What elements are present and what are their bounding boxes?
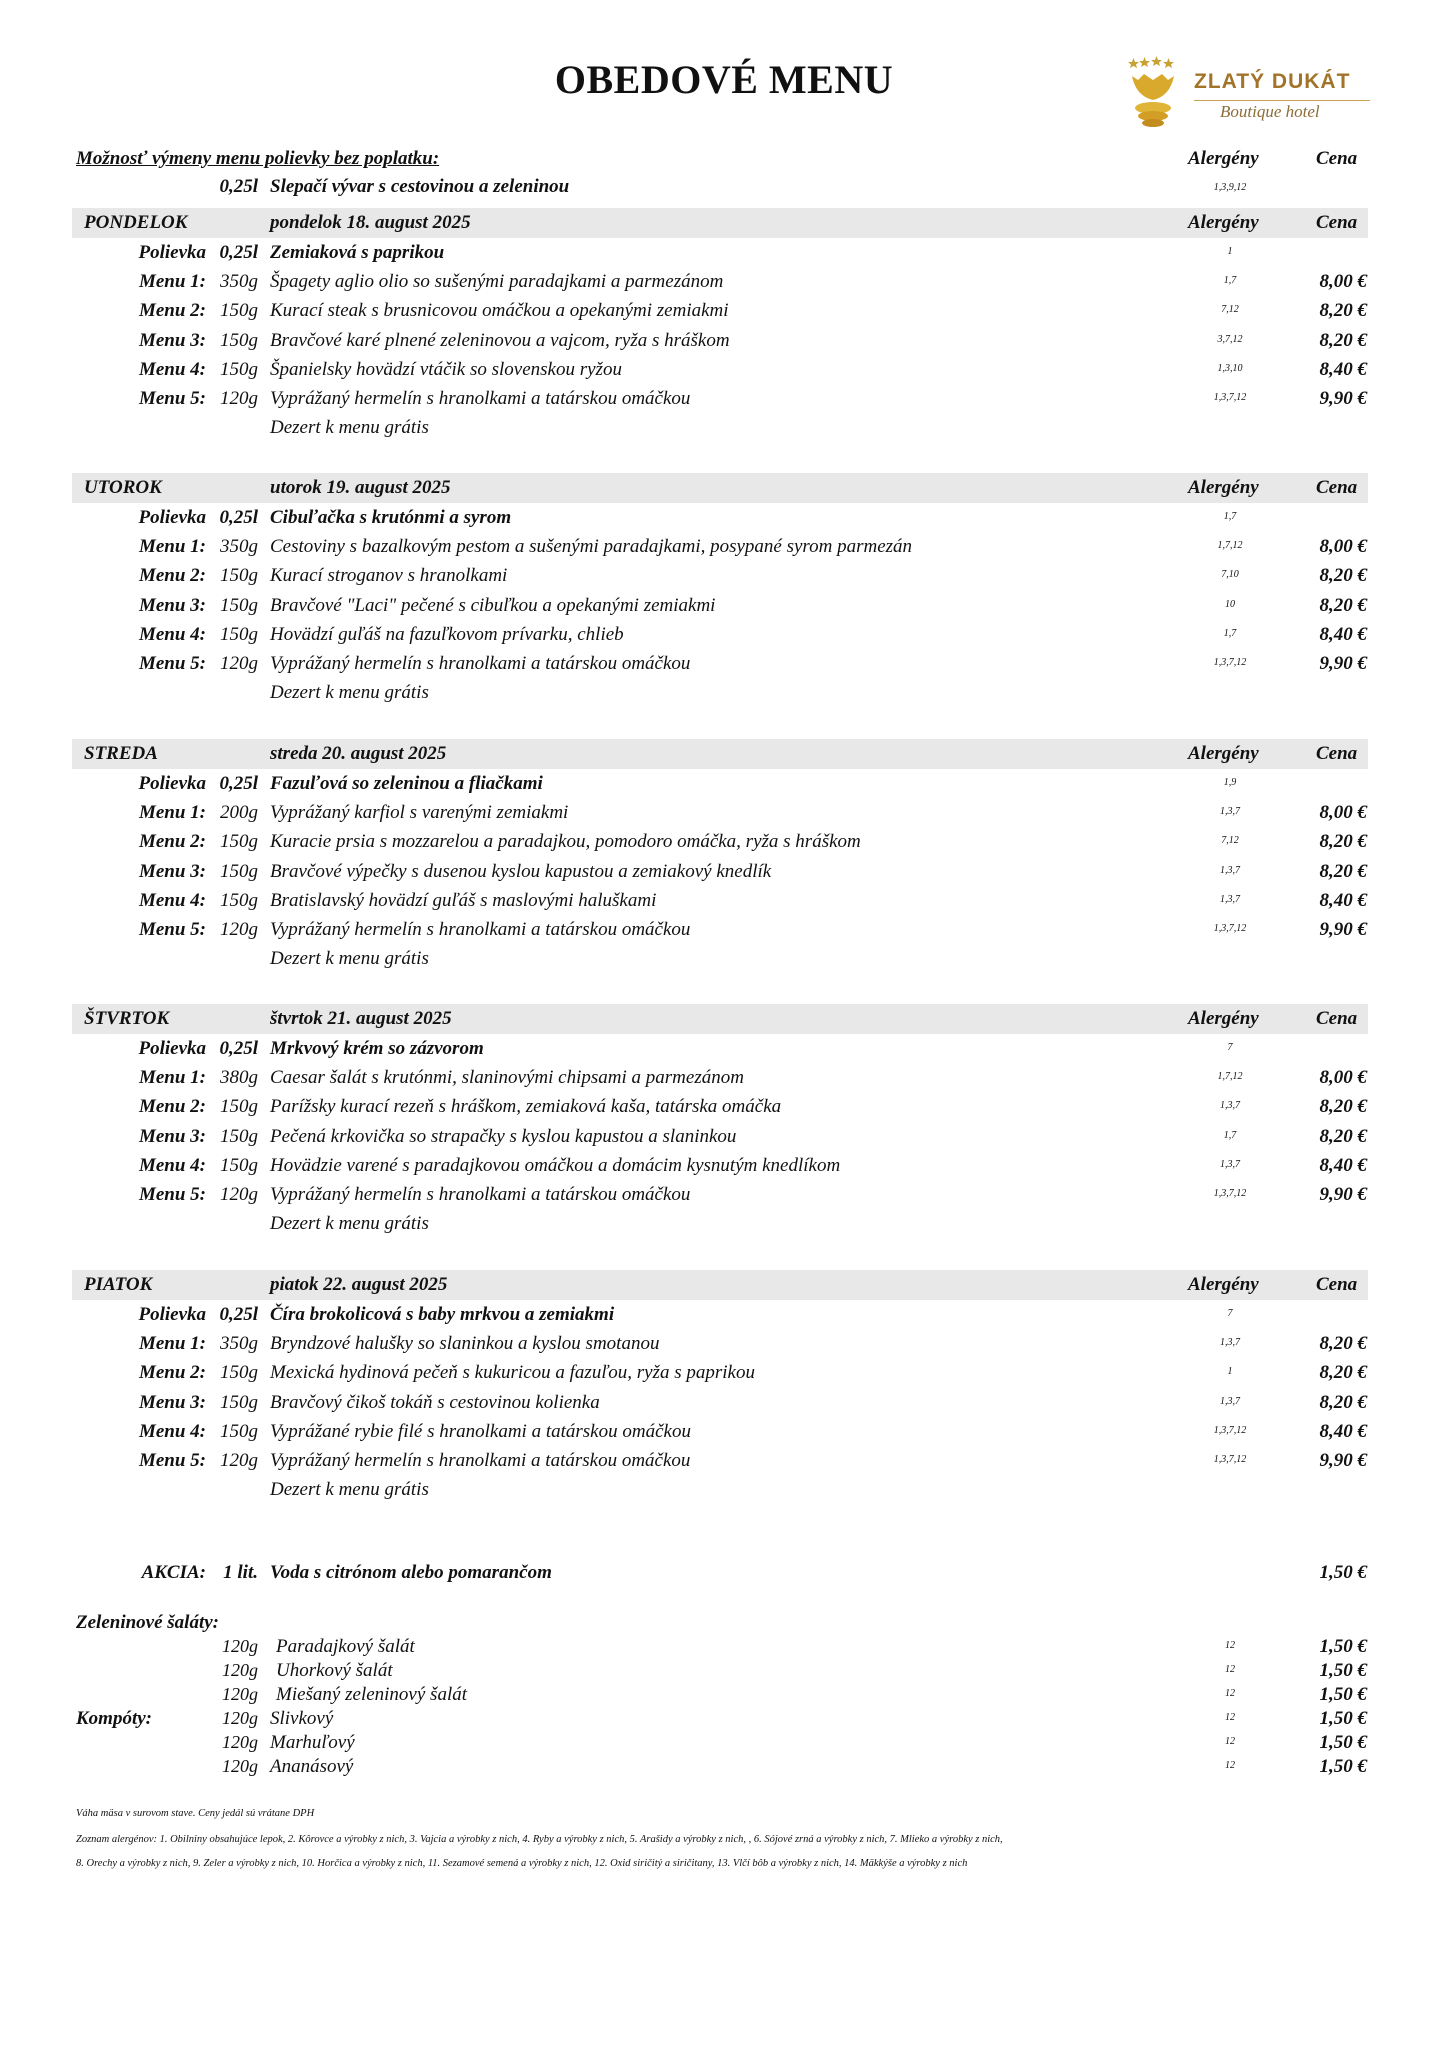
menu-price: 9,90 € — [1319, 1184, 1367, 1205]
side-allergens: 12 — [1225, 1712, 1235, 1723]
salad-row — [0, 1636, 1448, 1660]
menu-label: Menu 1: — [138, 271, 206, 293]
menu-qty: 150g — [220, 623, 258, 645]
akcia-name: Voda s citrónom alebo pomarančom — [270, 1562, 552, 1583]
soup-swap-allergens-header: Alergény — [1188, 148, 1259, 169]
menu-allergens: 10 — [1225, 598, 1235, 610]
menu-qty: 120g — [220, 388, 258, 409]
menu-row — [0, 507, 1448, 536]
menu-name: Cestoviny s bazalkovým pestom a sušenými paradajkami, posypané syrom parmezán — [270, 536, 913, 558]
soup-swap-allergens: 1,3,9,12 — [1213, 182, 1247, 193]
menu-qty: 120g — [220, 1450, 258, 1471]
menu-name: Zemiaková s paprikou — [270, 242, 445, 263]
day-name: STREDA — [84, 743, 158, 764]
menu-name: Caesar šalát s krutónmi, slaninovými chipsami a parmezánom — [270, 1067, 744, 1089]
menu-name: Cibuľačka s krutónmi a syrom — [270, 507, 512, 528]
menu-allergens: 1,3,7 — [1220, 1100, 1240, 1112]
menu-row — [0, 1421, 1448, 1450]
compote-row — [0, 1732, 1448, 1756]
menu-qty: 120g — [220, 653, 258, 674]
allergens-header: Alergény — [1188, 477, 1259, 498]
menu-label: Menu 5: — [138, 653, 206, 674]
side-price: 1,50 € — [1319, 1684, 1367, 1705]
menu-allergens: 1,7,12 — [1217, 540, 1243, 552]
menu-allergens: 1,7,12 — [1217, 1071, 1243, 1083]
menu-label: Menu 3: — [138, 594, 206, 616]
day-header — [72, 1004, 1368, 1034]
menu-row — [0, 1067, 1448, 1096]
side-price: 1,50 € — [1319, 1732, 1367, 1753]
menu-price: 8,20 € — [1319, 1125, 1367, 1147]
menu-price: 9,90 € — [1319, 919, 1367, 940]
menu-label: Menu 2: — [138, 1362, 206, 1384]
menu-name: Bravčové karé plnené zeleninovou a vajcom, ryža s hráškom — [270, 329, 730, 351]
menu-qty: 0,25l — [219, 242, 258, 263]
menu-qty: 150g — [220, 329, 258, 351]
menu-row — [0, 1362, 1448, 1391]
menu-label: Menu 2: — [138, 831, 206, 853]
footer-allergens-line2: 8. Orechy a výrobky z nich, 9. Zeler a výrobky z nich, 10. Horčica a výrobky z nich, 11. Sezamové semená a výrobky z nich, 12. Oxid siričitý a siričitany, 13. Vlčí bôb a výrobky z nich, 14. Mäkkýše a výrobky z nich — [76, 1858, 968, 1869]
menu-price: 8,20 € — [1319, 860, 1367, 882]
side-name: Slivkový — [270, 1708, 334, 1729]
menu-price: 9,90 € — [1319, 1450, 1367, 1471]
menu-name: Mexická hydinová pečeň s kukuricou a fazuľou, ryža s paprikou — [270, 1362, 755, 1384]
day-date: piatok 22. august 2025 — [270, 1274, 448, 1295]
menu-price: 8,40 € — [1319, 1154, 1367, 1176]
menu-qty: 0,25l — [219, 773, 258, 794]
menu-row — [0, 1333, 1448, 1362]
menu-row — [0, 1038, 1448, 1067]
dessert-note: Dezert k menu grátis — [270, 682, 429, 704]
menu-price: 8,20 € — [1319, 1362, 1367, 1384]
day-date: utorok 19. august 2025 — [270, 477, 451, 498]
menu-allergens: 1,3,7 — [1220, 806, 1240, 818]
menu-label: Menu 2: — [138, 1096, 206, 1118]
price-header: Cena — [1316, 743, 1358, 764]
menu-price: 8,20 € — [1319, 1391, 1367, 1413]
menu-price: 8,20 € — [1319, 300, 1367, 322]
menu-qty: 350g — [220, 1333, 258, 1355]
menu-allergens: 3,7,12 — [1217, 333, 1243, 345]
side-qty: 120g — [222, 1636, 258, 1656]
menu-price: 8,20 € — [1319, 1333, 1367, 1355]
menu-allergens: 7,12 — [1221, 304, 1239, 316]
menu-qty: 150g — [220, 565, 258, 587]
menu-qty: 150g — [220, 358, 258, 380]
menu-row — [0, 653, 1448, 682]
footer-allergens-line1: Zoznam alergénov: 1. Obilniny obsahujúce lepok, 2. Kôrovce a výrobky z nich, 3. Vajcia a výrobky z nich, 4. Ryby a výrobky z nich, 5. Arašidy a výrobky z nich, , 6. Sójové zrná a výrobky z nich, 7. Mlieko a výrobky z nich, — [76, 1834, 1003, 1845]
menu-row — [0, 1096, 1448, 1125]
salad-row — [0, 1684, 1448, 1708]
day-name: PIATOK — [84, 1274, 153, 1295]
day-header — [72, 739, 1368, 769]
logo-name: ZLATÝ DUKÁT — [1194, 70, 1351, 93]
menu-qty: 350g — [220, 536, 258, 558]
menu-row — [0, 624, 1448, 653]
menu-qty: 150g — [220, 860, 258, 882]
menu-row — [0, 536, 1448, 565]
menu-qty: 120g — [220, 1184, 258, 1205]
menu-row — [0, 359, 1448, 388]
menu-label: Menu 3: — [138, 860, 206, 882]
menu-allergens: 1,7 — [1223, 627, 1237, 639]
allergens-header: Alergény — [1188, 1274, 1259, 1295]
menu-qty: 150g — [220, 889, 258, 911]
side-price: 1,50 € — [1319, 1756, 1367, 1777]
logo-subtitle: Boutique hotel — [1220, 102, 1320, 121]
dessert-note: Dezert k menu grátis — [270, 417, 429, 439]
salads-title: Zeleninové šaláty: — [76, 1612, 219, 1633]
menu-label: Menu 4: — [138, 1420, 206, 1442]
menu-qty: 150g — [220, 1125, 258, 1147]
side-qty: 120g — [222, 1708, 258, 1728]
menu-name: Pečená krkovička so strapačky s kyslou kapustou a slaninkou — [270, 1125, 737, 1147]
menu-price: 8,20 € — [1319, 329, 1367, 351]
menu-allergens: 1,3,7 — [1220, 1158, 1240, 1170]
menu-name: Parížsky kurací rezeň s hráškom, zemiaková kaša, tatárska omáčka — [270, 1096, 782, 1118]
menu-label: Polievka — [138, 1038, 206, 1059]
allergens-header: Alergény — [1188, 743, 1259, 764]
side-name: Uhorkový šalát — [276, 1660, 393, 1681]
compote-row — [0, 1756, 1448, 1780]
menu-row — [0, 890, 1448, 919]
menu-row — [0, 861, 1448, 890]
menu-price: 8,20 € — [1319, 831, 1367, 853]
menu-row — [0, 773, 1448, 802]
menu-allergens: 1,3,7,12 — [1213, 1454, 1247, 1465]
menu-allergens: 1 — [1227, 1366, 1233, 1378]
day-date: pondelok 18. august 2025 — [270, 212, 471, 233]
dessert-note: Dezert k menu grátis — [270, 948, 429, 970]
menu-label: Menu 1: — [138, 536, 206, 558]
menu-allergens: 1,3,7 — [1220, 893, 1240, 905]
menu-price: 8,40 € — [1319, 623, 1367, 645]
menu-qty: 120g — [220, 919, 258, 940]
menu-name: Vyprážané rybie filé s hranolkami a tatárskou omáčkou — [270, 1420, 691, 1442]
menu-allergens: 1,7 — [1223, 275, 1237, 287]
menu-label: Polievka — [138, 242, 206, 263]
menu-label: Polievka — [138, 1304, 206, 1325]
menu-name: Číra brokolicová s baby mrkvou a zemiakmi — [270, 1304, 615, 1325]
crown-coin-icon — [1128, 56, 1178, 128]
menu-qty: 200g — [220, 802, 258, 824]
menu-allergens: 7,12 — [1221, 835, 1239, 847]
menu-row — [0, 271, 1448, 300]
menu-price: 9,90 € — [1319, 388, 1367, 409]
menu-allergens: 1,7 — [1223, 511, 1237, 522]
akcia-label: AKCIA: — [141, 1562, 206, 1583]
logo-divider — [1194, 100, 1370, 101]
day-name: UTOROK — [84, 477, 162, 498]
menu-qty: 150g — [220, 300, 258, 322]
compote-row — [0, 1708, 1448, 1732]
menu-name: Vyprážaný karfiol s varenými zemiakmi — [270, 802, 569, 824]
menu-price: 8,00 € — [1319, 536, 1367, 558]
salad-row — [0, 1660, 1448, 1684]
price-header: Cena — [1316, 212, 1358, 233]
menu-label: Menu 4: — [138, 358, 206, 380]
menu-allergens: 7 — [1227, 1042, 1233, 1053]
menu-row — [0, 1450, 1448, 1479]
footer-note: Váha mäsa v surovom stave. Ceny jedál sú vrátane DPH — [76, 1808, 315, 1819]
menu-qty: 0,25l — [219, 507, 258, 528]
side-allergens: 12 — [1225, 1664, 1235, 1675]
side-allergens: 12 — [1225, 1736, 1235, 1747]
menu-label: Menu 1: — [138, 802, 206, 824]
menu-name: Kurací steak s brusnicovou omáčkou a opekanými zemiakmi — [270, 300, 729, 322]
day-header — [72, 208, 1368, 238]
hotel-logo — [1128, 56, 1378, 130]
soup-swap-label: Možnosť výmeny menu polievky bez poplatku: — [76, 148, 440, 169]
menu-qty: 150g — [220, 1362, 258, 1384]
menu-price: 8,00 € — [1319, 802, 1367, 824]
price-header: Cena — [1316, 1008, 1358, 1029]
menu-allergens: 1,7 — [1223, 1129, 1237, 1141]
menu-label: Menu 1: — [138, 1067, 206, 1089]
side-name: Ananásový — [270, 1756, 354, 1777]
menu-qty: 150g — [220, 594, 258, 616]
menu-name: Španielsky hovädzí vtáčik so slovenskou ryžou — [270, 358, 622, 380]
menu-name: Vyprážaný hermelín s hranolkami a tatárskou omáčkou — [270, 388, 691, 409]
menu-qty: 150g — [220, 831, 258, 853]
menu-name: Bratislavský hovädzí guľáš s maslovými haluškami — [270, 889, 657, 911]
soup-swap-price-header: Cena — [1316, 148, 1358, 169]
menu-row — [0, 242, 1448, 271]
menu-name: Hovädzie varené s paradajkovou omáčkou a domácim kysnutým knedlíkom — [270, 1154, 841, 1176]
side-name: Miešaný zeleninový šalát — [276, 1684, 468, 1705]
side-allergens: 12 — [1225, 1640, 1235, 1651]
menu-row — [0, 330, 1448, 359]
side-qty: 120g — [222, 1660, 258, 1680]
menu-name: Kuracie prsia s mozzarelou a paradajkou, pomodoro omáčka, ryža s hráškom — [270, 831, 861, 853]
menu-allergens: 1,3,7 — [1220, 1395, 1240, 1407]
menu-label: Menu 5: — [138, 1450, 206, 1471]
menu-allergens: 1,3,7 — [1220, 1337, 1240, 1349]
akcia-price: 1,50 € — [1319, 1562, 1367, 1583]
compotes-title: Kompóty: — [76, 1708, 152, 1729]
menu-label: Menu 3: — [138, 1125, 206, 1147]
menu-name: Vyprážaný hermelín s hranolkami a tatárskou omáčkou — [270, 1184, 691, 1205]
menu-qty: 0,25l — [219, 1038, 258, 1059]
side-price: 1,50 € — [1319, 1636, 1367, 1657]
menu-name: Fazuľová so zeleninou a fliačkami — [270, 773, 543, 794]
day-date: štvrtok 21. august 2025 — [270, 1008, 452, 1029]
menu-row — [0, 1184, 1448, 1213]
side-qty: 120g — [222, 1684, 258, 1704]
menu-label: Menu 4: — [138, 1154, 206, 1176]
menu-name: Vyprážaný hermelín s hranolkami a tatárskou omáčkou — [270, 919, 691, 940]
menu-name: Vyprážaný hermelín s hranolkami a tatárskou omáčkou — [270, 653, 691, 674]
menu-price: 8,20 € — [1319, 594, 1367, 616]
menu-allergens: 1,3,7,12 — [1213, 923, 1247, 934]
allergens-header: Alergény — [1188, 1008, 1259, 1029]
side-qty: 120g — [222, 1756, 258, 1776]
menu-name: Mrkvový krém so zázvorom — [270, 1038, 484, 1059]
menu-qty: 150g — [220, 1154, 258, 1176]
menu-price: 8,20 € — [1319, 565, 1367, 587]
menu-qty: 380g — [220, 1067, 258, 1089]
menu-label: Menu 5: — [138, 1184, 206, 1205]
allergens-header: Alergény — [1188, 212, 1259, 233]
side-price: 1,50 € — [1319, 1708, 1367, 1729]
menu-row — [0, 802, 1448, 831]
menu-label: Menu 3: — [138, 1391, 206, 1413]
menu-row — [0, 919, 1448, 948]
page-title: OBEDOVÉ MENU — [554, 57, 894, 102]
menu-label: Menu 5: — [138, 919, 206, 940]
menu-allergens: 1,3,7 — [1220, 864, 1240, 876]
day-name: ŠTVRTOK — [84, 1008, 170, 1029]
menu-row — [0, 565, 1448, 594]
side-allergens: 12 — [1225, 1688, 1235, 1699]
menu-allergens: 7,10 — [1221, 569, 1239, 581]
day-name: PONDELOK — [84, 212, 188, 233]
menu-name: Bryndzové halušky so slaninkou a kyslou smotanou — [270, 1333, 660, 1355]
menu-price: 8,00 € — [1319, 1067, 1367, 1089]
menu-label: Menu 4: — [138, 889, 206, 911]
menu-name: Vyprážaný hermelín s hranolkami a tatárskou omáčkou — [270, 1450, 691, 1471]
menu-allergens: 1,3,7,12 — [1213, 657, 1247, 668]
menu-allergens: 1 — [1227, 246, 1233, 257]
menu-name: Špagety aglio olio so sušenými paradajkami a parmezánom — [270, 271, 724, 293]
akcia-qty: 1 lit. — [223, 1562, 258, 1583]
menu-allergens: 7 — [1227, 1308, 1233, 1319]
menu-row — [0, 388, 1448, 417]
menu-allergens: 1,3,7,12 — [1213, 392, 1247, 403]
menu-price: 8,00 € — [1319, 271, 1367, 293]
menu-row — [0, 1392, 1448, 1421]
menu-price: 8,40 € — [1319, 358, 1367, 380]
soup-swap-name: Slepačí vývar s cestovinou a zeleninou — [270, 176, 570, 197]
menu-label: Menu 1: — [138, 1333, 206, 1355]
day-header — [72, 473, 1368, 503]
menu-allergens: 1,3,7,12 — [1213, 1188, 1247, 1199]
price-header: Cena — [1316, 1274, 1358, 1295]
menu-row — [0, 595, 1448, 624]
menu-allergens: 1,3,10 — [1217, 362, 1243, 374]
menu-name: Hovädzí guľáš na fazuľkovom prívarku, chlieb — [270, 623, 624, 645]
menu-label: Menu 5: — [138, 388, 206, 409]
side-price: 1,50 € — [1319, 1660, 1367, 1681]
menu-name: Bravčový čikoš tokáň s cestovinou kolienka — [270, 1391, 600, 1413]
menu-row — [0, 300, 1448, 329]
menu-name: Kurací stroganov s hranolkami — [270, 565, 508, 587]
menu-qty: 150g — [220, 1420, 258, 1442]
menu-price: 8,40 € — [1319, 889, 1367, 911]
menu-row — [0, 831, 1448, 860]
menu-label: Polievka — [138, 507, 206, 528]
menu-qty: 350g — [220, 271, 258, 293]
menu-allergens: 1,3,7,12 — [1213, 1424, 1247, 1436]
menu-price: 8,20 € — [1319, 1096, 1367, 1118]
menu-row — [0, 1126, 1448, 1155]
menu-row — [0, 1304, 1448, 1333]
menu-label: Menu 3: — [138, 329, 206, 351]
menu-label: Menu 2: — [138, 300, 206, 322]
menu-name: Bravčové výpečky s dusenou kyslou kapustou a zemiakový knedlík — [270, 860, 772, 882]
side-qty: 120g — [222, 1732, 258, 1752]
menu-row — [0, 1155, 1448, 1184]
menu-qty: 150g — [220, 1096, 258, 1118]
day-date: streda 20. august 2025 — [270, 743, 447, 764]
soup-swap-qty: 0,25l — [219, 176, 258, 197]
side-allergens: 12 — [1225, 1760, 1235, 1771]
menu-price: 9,90 € — [1319, 653, 1367, 674]
menu-qty: 150g — [220, 1391, 258, 1413]
day-header — [72, 1270, 1368, 1300]
menu-name: Bravčové "Laci" pečené s cibuľkou a opekanými zemiakmi — [270, 594, 716, 616]
menu-allergens: 1,9 — [1223, 777, 1237, 788]
menu-price: 8,40 € — [1319, 1420, 1367, 1442]
menu-label: Polievka — [138, 773, 206, 794]
menu-label: Menu 2: — [138, 565, 206, 587]
dessert-note: Dezert k menu grátis — [270, 1479, 429, 1501]
side-name: Marhuľový — [270, 1732, 355, 1753]
dessert-note: Dezert k menu grátis — [270, 1213, 429, 1235]
menu-label: Menu 4: — [138, 623, 206, 645]
price-header: Cena — [1316, 477, 1358, 498]
side-name: Paradajkový šalát — [276, 1636, 415, 1657]
menu-qty: 0,25l — [219, 1304, 258, 1325]
